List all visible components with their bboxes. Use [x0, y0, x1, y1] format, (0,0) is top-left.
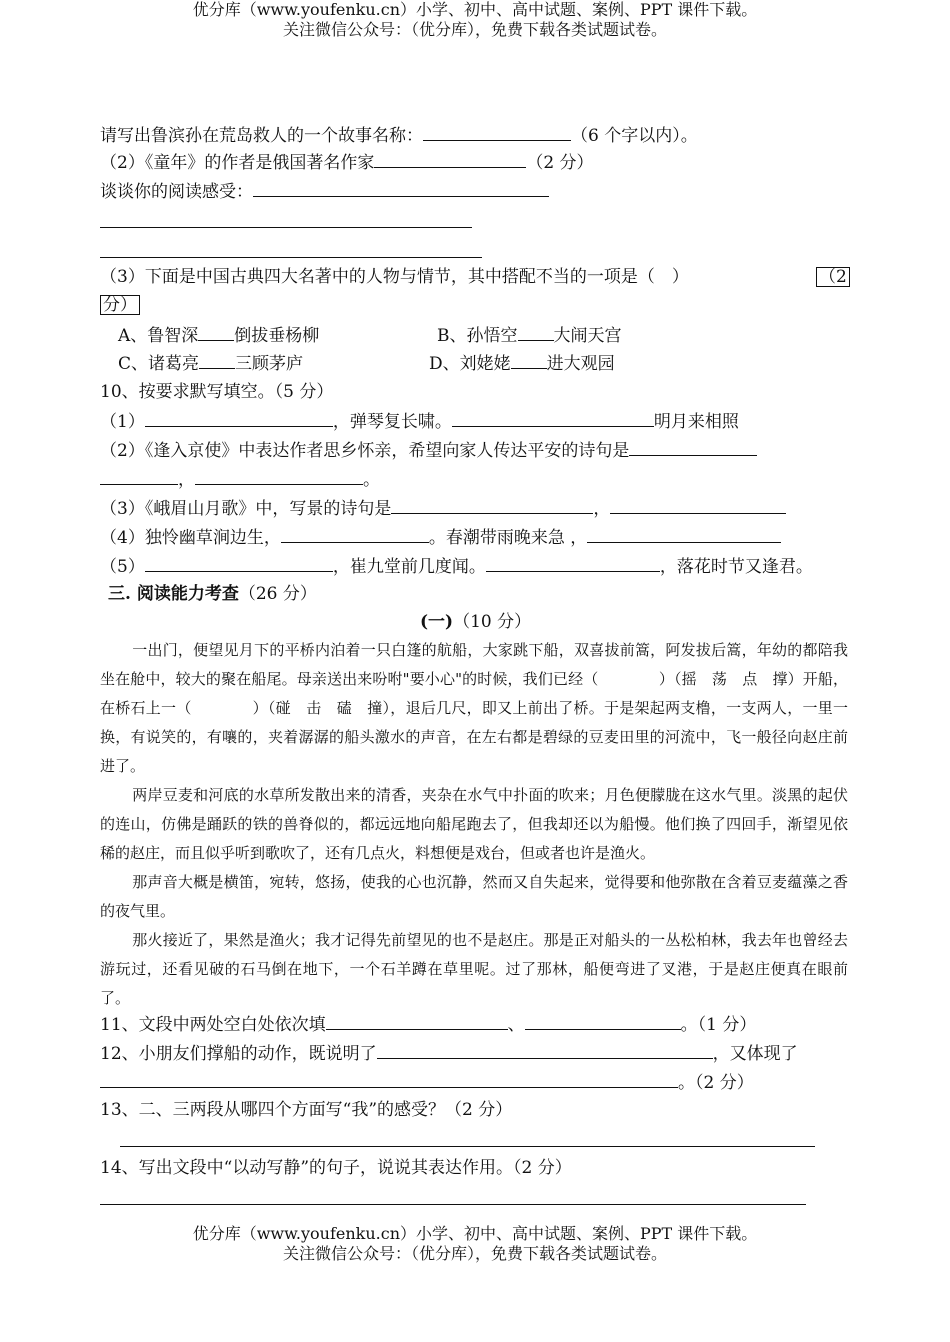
page-footer-line1: 优分库（www.youfenku.cn）小学、初中、高中试题、案例、PPT 课件下载。 — [192, 1224, 758, 1243]
q12-line2 — [100, 1071, 754, 1094]
option-a-left: A、鲁智深 — [118, 326, 199, 346]
q12-blank2[interactable] — [100, 1071, 678, 1088]
rescue-prompt: 请写出鲁滨孙在荒岛救人的一个故事名称： — [100, 126, 423, 146]
q10-l3-blank2[interactable] — [610, 497, 786, 514]
passage-p3-text: 那声音大概是横笛，宛转，悠扬，使我的心也沉静，然而又自失起来，觉得要和他弥散在含着豆麦蕴藻之香的夜气里。 — [100, 873, 848, 920]
option-b-gap — [518, 324, 554, 341]
q12 — [100, 1042, 798, 1065]
option-c-left: C、诸葛亮 — [118, 354, 200, 374]
q12-text: 12、小朋友们撑船的动作，既说明了 — [100, 1044, 377, 1064]
option-c-right: 三顾茅庐 — [235, 354, 304, 374]
feeling-question — [100, 180, 549, 203]
part3-score-b — [100, 294, 140, 316]
part3-score-box-b: 分） — [100, 295, 140, 315]
q12-score: 。（2 分） — [678, 1073, 754, 1093]
option-a-gap — [198, 324, 234, 341]
q10-line4 — [100, 526, 781, 549]
tongnian-question — [100, 151, 594, 174]
part3-score-box-a: （2 — [816, 267, 850, 287]
q11-score: 。（1 分） — [680, 1015, 757, 1035]
option-c-gap — [199, 352, 235, 369]
option-b[interactable] — [437, 324, 622, 347]
passage-paragraph-4 — [100, 926, 848, 1013]
q12-mid: ，又体现了 — [712, 1044, 798, 1064]
q11-blank1[interactable] — [326, 1013, 508, 1030]
tongnian-score: （2 分） — [526, 153, 594, 173]
q10-line1 — [100, 410, 739, 433]
tongnian-blank[interactable] — [374, 151, 526, 168]
q10-l5-end: ，落花时节又逢君。 — [659, 557, 813, 577]
q10-l2-blank2[interactable] — [195, 468, 363, 485]
passage-paragraph-2 — [100, 781, 848, 868]
q10-l3-comma: ， — [593, 499, 611, 519]
q12-blank1[interactable] — [377, 1042, 713, 1059]
q14-answer-line[interactable] — [100, 1204, 806, 1205]
q10-line2 — [100, 439, 757, 462]
q10-l1-blank2[interactable] — [452, 410, 654, 427]
subsection-heading — [420, 611, 531, 633]
page-footer-line2: 关注微信公众号：（优分库），免费下载各类试题试卷。 — [282, 1244, 667, 1263]
q10-title: 10、按要求默写填空。（5 分） — [100, 382, 334, 402]
q10-l2-blank1-cont[interactable] — [100, 468, 178, 485]
option-c[interactable] — [118, 352, 303, 375]
part3-score-a — [816, 266, 850, 288]
option-d-right: 进大观园 — [546, 354, 615, 374]
q10-l2-blank1[interactable] — [629, 439, 757, 456]
option-b-right: 大闹天宫 — [553, 326, 622, 346]
option-d-gap — [511, 352, 547, 369]
option-a[interactable] — [118, 324, 319, 347]
q10-l5-label: （5） — [100, 557, 145, 577]
q10-l4-start: （4）独怜幽草涧边生， — [100, 528, 281, 548]
passage-paragraph-3 — [100, 868, 848, 926]
page-header-line2: 关注微信公众号：（优分库），免费下载各类试题试卷。 — [282, 20, 667, 39]
part3-question: （3）下面是中国古典四大名著中的人物与情节，其中搭配不当的一项是（ ） — [100, 267, 689, 287]
subsection-score: （10 分） — [453, 612, 532, 632]
q10-l3-blank1[interactable] — [391, 497, 593, 514]
q13-answer-line[interactable] — [120, 1146, 815, 1147]
passage-paragraph-1 — [100, 636, 848, 781]
q10-l2-end: 。 — [363, 470, 380, 490]
passage-p4-text: 那火接近了，果然是渔火；我才记得先前望见的也不是赵庄。那是正对船头的一丛松柏林，我去年也曾经去游玩过，还看见破的石马倒在地下，一个石羊蹲在草里呢。过了那林，船便弯进了叉港，于是赵庄便真在眼前了。 — [100, 931, 848, 1007]
q10-l4-blank1[interactable] — [281, 526, 429, 543]
section3-score: （26 分） — [238, 584, 317, 604]
q10-l5-blank1[interactable] — [145, 555, 333, 572]
feeling-line-1[interactable] — [100, 227, 472, 228]
q10-l3-text: （3）《峨眉山月歌》中，写景的诗句是 — [100, 499, 392, 519]
q11-text: 11、文段中两处空白处依次填 — [100, 1015, 326, 1035]
q10-l1-end: 明月来相照 — [653, 412, 739, 432]
q10-l2-comma: ， — [178, 470, 195, 490]
option-d[interactable] — [429, 352, 615, 375]
q11 — [100, 1013, 756, 1036]
q10-line5 — [100, 555, 813, 578]
feeling-line-2[interactable] — [100, 257, 482, 258]
page-header-line1: 优分库（www.youfenku.cn）小学、初中、高中试题、案例、PPT 课件下载。 — [192, 0, 758, 19]
feeling-text: 谈谈你的阅读感受： — [100, 182, 253, 202]
q11-blank2[interactable] — [525, 1013, 681, 1030]
passage-p2-text: 两岸豆麦和河底的水草所发散出来的清香，夹杂在水气中扑面的吹来；月色便朦胧在这水气里。淡黑的起伏的连山，仿佛是踊跃的铁的兽脊似的，都远远地向船尾跑去了，但我却还以为船慢。他们换了四回手，渐望见依稀的赵庄，而且似乎听到歌吹了，还有几点火，料想便是戏台，但或者也许是渔火。 — [100, 786, 848, 862]
feeling-blank[interactable] — [253, 180, 549, 197]
rescue-question — [100, 124, 698, 147]
rescue-blank[interactable] — [423, 124, 571, 141]
q10-l4-blank2[interactable] — [587, 526, 781, 543]
q10-line2b — [100, 468, 380, 491]
q10-l5-blank2[interactable] — [486, 555, 660, 572]
q10-l1-label: （1） — [100, 412, 145, 432]
q10-l1-mid: ，弹琴复长啸。 — [332, 412, 452, 432]
rescue-note: （6 个字以内）。 — [571, 126, 698, 146]
section3-heading — [108, 583, 317, 605]
option-a-right: 倒拔垂杨柳 — [234, 326, 320, 346]
tongnian-text: （2）《童年》的作者是俄国著名作家 — [100, 153, 375, 173]
q10-l2-text: （2）《逢入京使》中表达作者思乡怀亲，希望向家人传达平安的诗句是 — [100, 441, 630, 461]
q10-l4-mid: 。春潮带雨晚来急 ， — [428, 528, 588, 548]
q10-l1-blank1[interactable] — [145, 410, 333, 427]
q10-l5-mid: ，崔九堂前几度闻。 — [332, 557, 486, 577]
q11-sep: 、 — [507, 1015, 525, 1035]
option-d-left: D、刘姥姥 — [429, 354, 511, 374]
q10-line3 — [100, 497, 786, 520]
q13: 13、二、三两段从哪四个方面写“我”的感受？（2 分） — [100, 1100, 513, 1120]
section3-title: 三. 阅读能力考查 — [108, 584, 239, 604]
subsection-title: (一) — [420, 612, 454, 632]
q14: 14、写出文段中“以动写静”的句子，说说其表达作用。（2 分） — [100, 1158, 572, 1178]
option-b-left: B、孙悟空 — [437, 326, 518, 346]
passage-p1-text: 一出门，便望见月下的平桥内泊着一只白篷的航船，大家跳下船，双喜拔前篙，阿发拔后篙，年幼的都陪我坐在舱中，较大的聚在船尾。母亲送出来吩咐"要小心"的时候，我们已经（ ）（摇 荡 点 撑）开船，在桥石上一（ ）（碰 击 磕 撞），退后几尺，即又上前出了桥。于是架起两支橹，一支两人，一里一换，有说笑的，有嚷的，夹着潺潺的船头激水的声音，在左右都是碧绿的豆麦田里的河流中，飞一般径向赵庄前进了。 — [100, 641, 848, 775]
